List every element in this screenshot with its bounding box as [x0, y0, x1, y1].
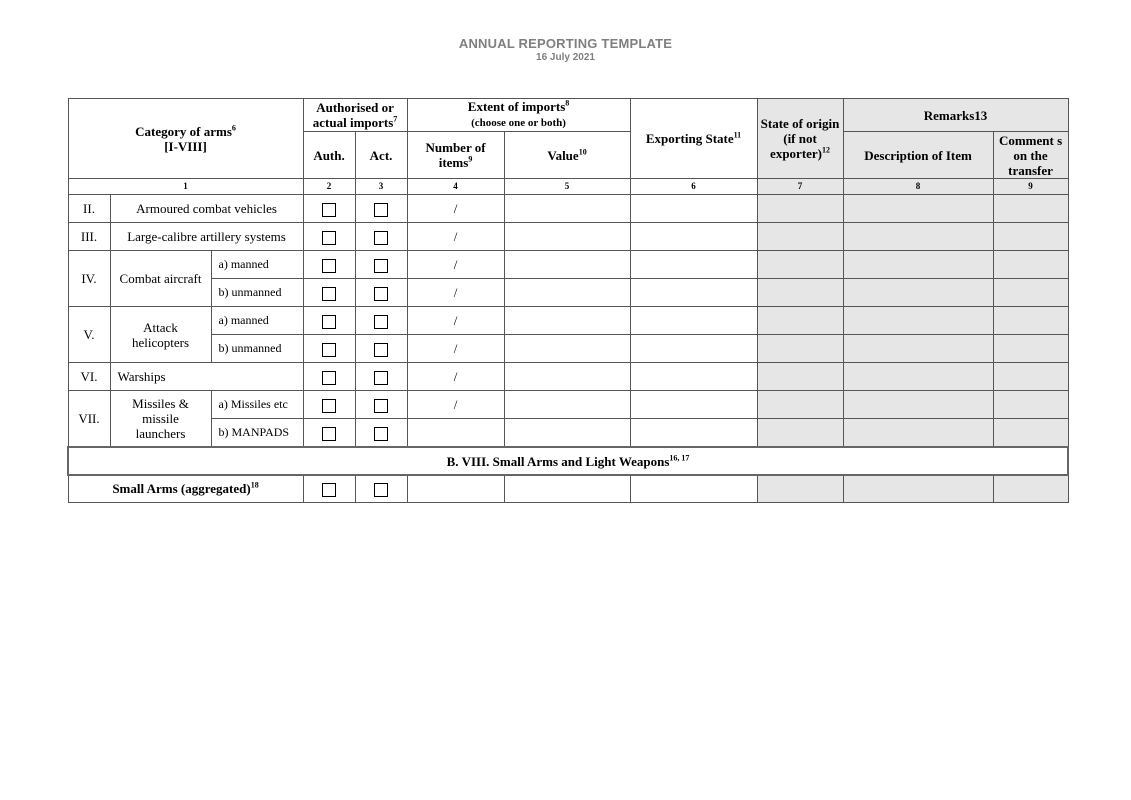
reporting-table	[67, 98, 1069, 503]
comments-cell[interactable]	[993, 223, 1068, 251]
table-row	[68, 475, 1068, 502]
header-category: Category of arms$^6$ [I-VIII]	[68, 99, 303, 179]
header-extent: Extent of imports$^8$ (choose one or both)	[407, 99, 630, 132]
value-cell[interactable]	[504, 251, 630, 279]
header-act: Act.	[355, 132, 407, 179]
exporting-state-cell[interactable]	[630, 307, 757, 335]
row-subcategory: b) unmanned	[211, 335, 303, 363]
number-items-cell[interactable]: /	[407, 251, 504, 279]
row-category: Armoured combat vehicles	[110, 195, 303, 223]
row-roman: III.	[68, 223, 110, 251]
number-items-cell[interactable]	[407, 475, 504, 502]
act-checkbox[interactable]	[374, 343, 388, 357]
act-checkbox[interactable]	[374, 371, 388, 385]
header-comments: Comment s on the transfer	[993, 132, 1068, 179]
auth-checkbox[interactable]	[322, 371, 336, 385]
header-number-items: Number of items$^9$	[407, 132, 504, 179]
table-row	[68, 307, 1068, 335]
value-cell[interactable]	[504, 335, 630, 363]
exporting-state-cell[interactable]	[630, 195, 757, 223]
description-cell[interactable]	[843, 279, 993, 307]
auth-checkbox[interactable]	[322, 399, 336, 413]
auth-checkbox[interactable]	[322, 343, 336, 357]
auth-checkbox[interactable]	[322, 427, 336, 441]
number-items-cell[interactable]: /	[407, 391, 504, 419]
header-remarks: Remarks13	[843, 99, 1068, 132]
state-origin-cell[interactable]	[757, 251, 843, 279]
value-cell[interactable]	[504, 279, 630, 307]
table-row	[68, 391, 1068, 419]
col-num-4: 4	[407, 179, 504, 195]
number-items-cell[interactable]: /	[407, 223, 504, 251]
row-category: Combat aircraft	[110, 251, 211, 307]
table-row	[68, 419, 1068, 448]
exporting-state-cell[interactable]	[630, 475, 757, 502]
exporting-state-cell[interactable]	[630, 251, 757, 279]
row-category: Large-calibre artillery systems	[110, 223, 303, 251]
description-cell[interactable]	[843, 363, 993, 391]
state-origin-cell[interactable]	[757, 223, 843, 251]
description-cell[interactable]	[843, 307, 993, 335]
auth-checkbox[interactable]	[322, 483, 336, 497]
number-items-cell[interactable]: /	[407, 335, 504, 363]
description-cell[interactable]	[843, 251, 993, 279]
act-checkbox[interactable]	[374, 231, 388, 245]
exporting-state-cell[interactable]	[630, 279, 757, 307]
col-num-5: 5	[504, 179, 630, 195]
state-origin-cell[interactable]	[757, 475, 843, 502]
table-row	[68, 279, 1068, 307]
act-checkbox[interactable]	[374, 315, 388, 329]
act-checkbox[interactable]	[374, 287, 388, 301]
row-subcategory: b) MANPADS	[211, 419, 303, 448]
col-num-7: 7	[757, 179, 843, 195]
header-auth: Auth.	[303, 132, 355, 179]
number-items-cell[interactable]: /	[407, 195, 504, 223]
comments-cell[interactable]	[993, 419, 1068, 448]
description-cell[interactable]	[843, 335, 993, 363]
auth-checkbox[interactable]	[322, 203, 336, 217]
auth-checkbox[interactable]	[322, 287, 336, 301]
number-items-cell[interactable]	[407, 419, 504, 448]
auth-checkbox[interactable]	[322, 231, 336, 245]
col-num-1: 1	[68, 179, 303, 195]
row-roman: IV.	[68, 251, 110, 307]
row-category: Warships	[110, 363, 303, 391]
act-checkbox[interactable]	[374, 203, 388, 217]
header-exporting-state: Exporting State$^{11}$	[630, 99, 757, 179]
row-roman: VI.	[68, 363, 110, 391]
header-authorised: Authorised or actual imports$^7$	[303, 99, 407, 132]
value-cell[interactable]	[504, 223, 630, 251]
description-cell[interactable]	[843, 223, 993, 251]
state-origin-cell[interactable]	[757, 195, 843, 223]
state-origin-cell[interactable]	[757, 335, 843, 363]
document-title: ANNUAL REPORTING TEMPLATE	[458, 36, 673, 51]
col-num-8: 8	[843, 179, 993, 195]
col-num-9: 9	[993, 179, 1068, 195]
exporting-state-cell[interactable]	[630, 391, 757, 419]
header-state-origin: State of origin (if not exporter)$^{12}$	[757, 99, 843, 179]
row-category: Missiles & missile launchers	[110, 391, 211, 448]
col-num-2: 2	[303, 179, 355, 195]
value-cell[interactable]	[504, 363, 630, 391]
act-checkbox[interactable]	[374, 399, 388, 413]
value-cell[interactable]	[504, 307, 630, 335]
col-num-6: 6	[630, 179, 757, 195]
value-cell[interactable]	[504, 195, 630, 223]
row-roman: V.	[68, 307, 110, 363]
act-checkbox[interactable]	[374, 259, 388, 273]
exporting-state-cell[interactable]	[630, 223, 757, 251]
exporting-state-cell[interactable]	[630, 335, 757, 363]
description-cell[interactable]	[843, 475, 993, 502]
description-cell[interactable]	[843, 391, 993, 419]
document-date: 16 July 2021	[536, 52, 595, 63]
number-items-cell[interactable]: /	[407, 307, 504, 335]
value-cell[interactable]	[504, 419, 630, 448]
state-origin-cell[interactable]	[757, 279, 843, 307]
comments-cell[interactable]	[993, 391, 1068, 419]
header-description: Description of Item	[843, 132, 993, 179]
row-roman: II.	[68, 195, 110, 223]
state-origin-cell[interactable]	[757, 419, 843, 448]
exporting-state-cell[interactable]	[630, 419, 757, 448]
description-cell[interactable]	[843, 419, 993, 448]
auth-checkbox[interactable]	[322, 259, 336, 273]
value-cell[interactable]	[504, 391, 630, 419]
row-subcategory: a) manned	[211, 251, 303, 279]
table-row	[68, 363, 1068, 391]
number-items-cell[interactable]: /	[407, 363, 504, 391]
comments-cell[interactable]	[993, 195, 1068, 223]
row-subcategory: a) Missiles etc	[211, 391, 303, 419]
exporting-state-cell[interactable]	[630, 363, 757, 391]
act-checkbox[interactable]	[374, 427, 388, 441]
row-subcategory: b) unmanned	[211, 279, 303, 307]
section-b-heading: B. VIII. Small Arms and Light Weapons$^{16, 17}$	[68, 447, 1068, 475]
row-subcategory: a) manned	[211, 307, 303, 335]
state-origin-cell[interactable]	[757, 307, 843, 335]
comments-cell[interactable]	[993, 307, 1068, 335]
row-category: Attack helicopters	[110, 307, 211, 363]
small-arms-label: Small Arms (aggregated)$^{18}$	[68, 475, 303, 502]
auth-checkbox[interactable]	[322, 315, 336, 329]
comments-cell[interactable]	[993, 279, 1068, 307]
row-roman: VII.	[68, 391, 110, 448]
value-cell[interactable]	[504, 475, 630, 502]
header-value: Value$^{10}$	[504, 132, 630, 179]
table-row	[68, 251, 1068, 279]
comments-cell[interactable]	[993, 363, 1068, 391]
state-origin-cell[interactable]	[757, 391, 843, 419]
comments-cell[interactable]	[993, 335, 1068, 363]
table-row	[68, 335, 1068, 363]
act-checkbox[interactable]	[374, 483, 388, 497]
state-origin-cell[interactable]	[757, 363, 843, 391]
section-b-row	[68, 447, 1068, 475]
table-row	[68, 195, 1068, 223]
comments-cell[interactable]	[993, 251, 1068, 279]
number-items-cell[interactable]: /	[407, 279, 504, 307]
description-cell[interactable]	[843, 195, 993, 223]
table-row	[68, 223, 1068, 251]
comments-cell[interactable]	[993, 475, 1068, 502]
col-num-3: 3	[355, 179, 407, 195]
